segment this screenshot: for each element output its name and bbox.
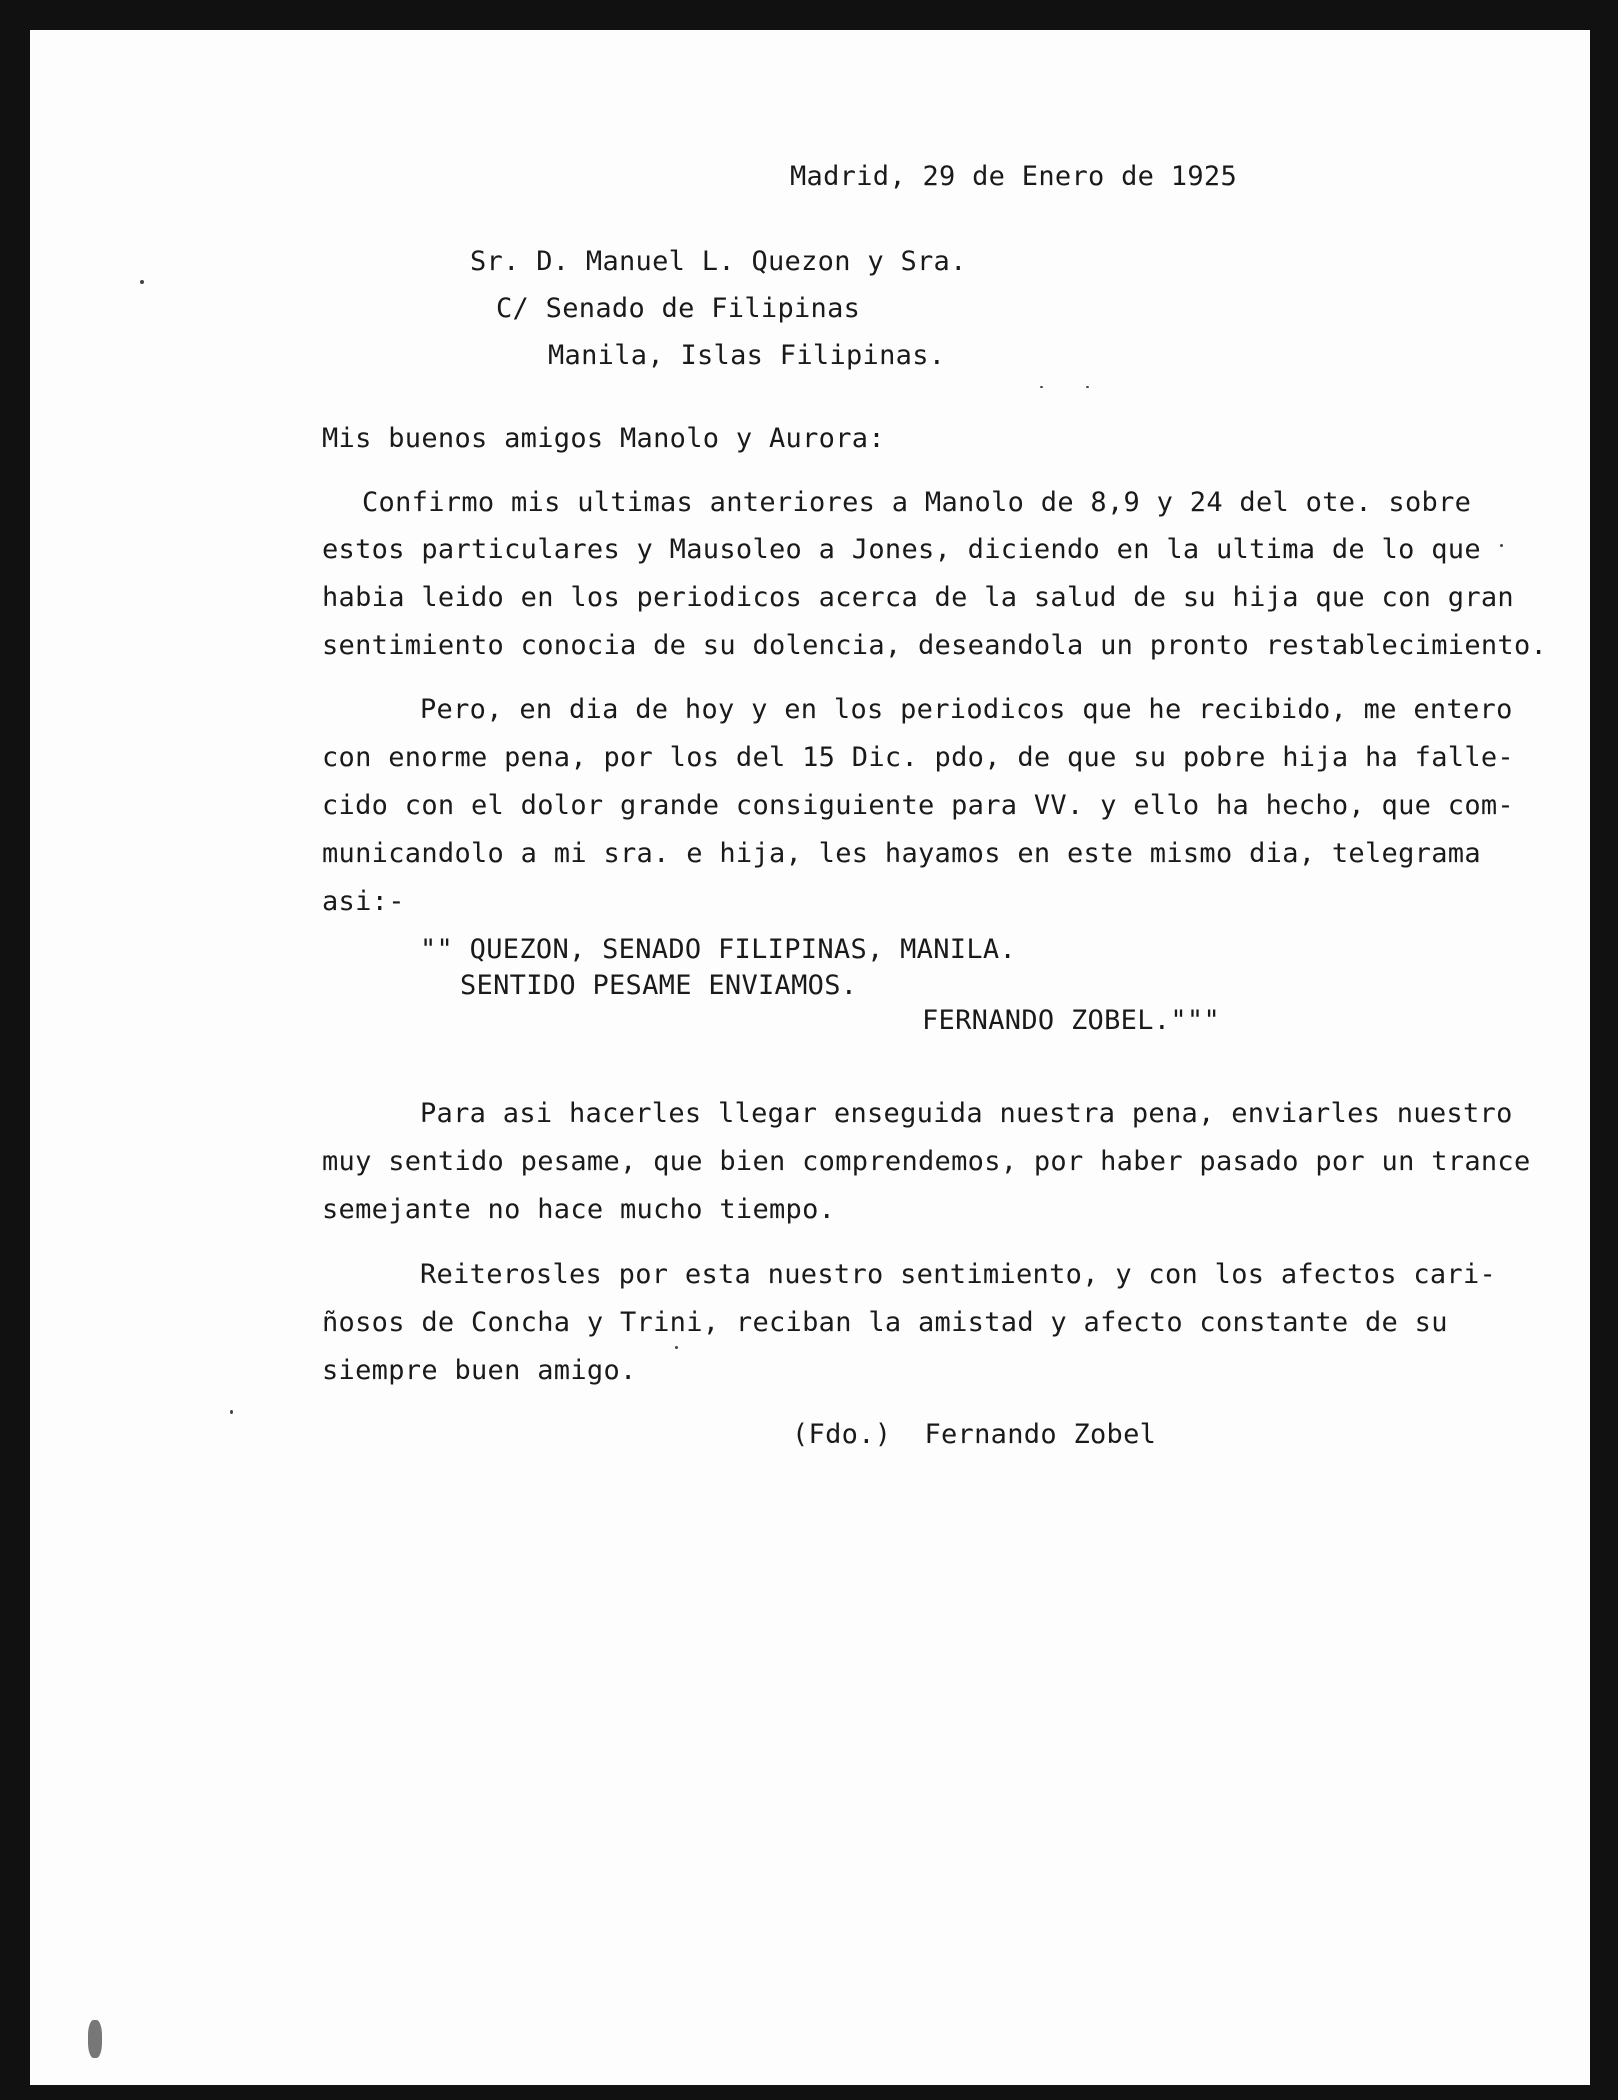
telegram-line-1: "" QUEZON, SENADO FILIPINAS, MANILA.: [420, 934, 1016, 965]
address-line-1: Sr. D. Manuel L. Quezon y Sra.: [470, 246, 967, 277]
paragraph1-line-3: habia leido en los periodicos acerca de la salud de su hija que con gran: [322, 582, 1514, 613]
telegram-line-2: SENTIDO PESAME ENVIAMOS.: [460, 970, 858, 1001]
paragraph1-line-2: estos particulares y Mausoleo a Jones, diciendo en la ultima de lo que: [322, 534, 1481, 565]
address-line-2: C/ Senado de Filipinas: [496, 293, 861, 324]
paper-speck: [1086, 386, 1089, 388]
paper-speck: [1040, 386, 1043, 388]
paragraph2-line-5: asi:-: [322, 886, 405, 917]
address-line-3: Manila, Islas Filipinas.: [548, 340, 946, 371]
paragraph4-line-2: ñosos de Concha y Trini, reciban la amistad y afecto constante de su: [322, 1307, 1448, 1338]
paper-speck: [140, 280, 144, 284]
paragraph2-line-1: Pero, en dia de hoy y en los periodicos que he recibido, me entero: [420, 694, 1513, 725]
paper-speck: [230, 1410, 233, 1414]
paragraph1-line-1: Confirmo mis ultimas anteriores a Manolo de 8,9 y 24 del ote. sobre: [362, 487, 1472, 518]
paragraph3-line-1: Para asi hacerles llegar enseguida nuestra pena, enviarles nuestro: [420, 1098, 1513, 1129]
paragraph2-line-2: con enorme pena, por los del 15 Dic. pdo, de que su pobre hija ha falle-: [322, 742, 1514, 773]
paragraph1-line-4: sentimiento conocia de su dolencia, deseandola un pronto restablecimiento.: [322, 630, 1548, 661]
paragraph4-line-1: Reiterosles por esta nuestro sentimiento, y con los afectos cari-: [420, 1259, 1497, 1290]
closing-signature: (Fdo.) Fernando Zobel: [792, 1419, 1157, 1450]
date-line: Madrid, 29 de Enero de 1925: [790, 161, 1237, 192]
salutation: Mis buenos amigos Manolo y Aurora:: [322, 423, 885, 454]
paragraph3-line-3: semejante no hace mucho tiempo.: [322, 1194, 836, 1225]
paragraph2-line-4: municandolo a mi sra. e hija, les hayamos en este mismo dia, telegrama: [322, 838, 1481, 869]
paragraph3-line-2: muy sentido pesame, que bien comprendemos, por haber pasado por un trance: [322, 1146, 1531, 1177]
letter-page: [30, 30, 1590, 2085]
telegram-signature: FERNANDO ZOBEL.""": [922, 1005, 1220, 1036]
paper-speck: [88, 2020, 102, 2058]
paragraph2-line-3: cido con el dolor grande consiguiente para VV. y ello ha hecho, que com-: [322, 790, 1514, 821]
paper-speck: [1500, 544, 1503, 547]
paper-speck: [675, 1346, 678, 1349]
paragraph4-line-3: siempre buen amigo.: [322, 1355, 637, 1386]
